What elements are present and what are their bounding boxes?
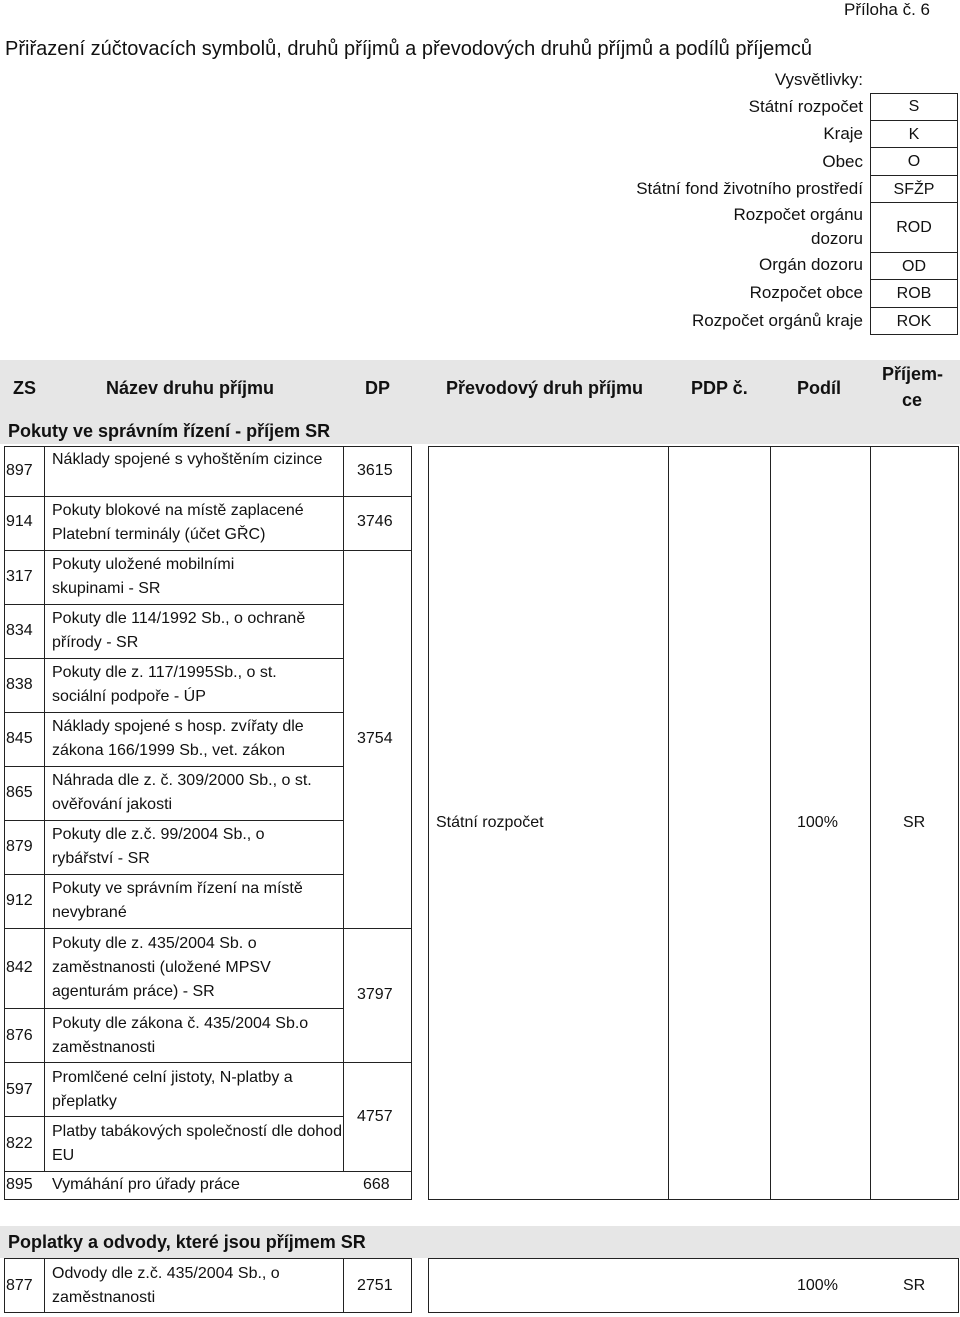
section2-title: Poplatky a odvody, které jsou příjmem SR: [8, 1232, 366, 1252]
legend-label-k: Kraje: [823, 124, 863, 143]
header-transfer: Převodový druh příjmu: [446, 378, 644, 398]
row-name: Promlčené celní jistoty, N-platby a přeplatky: [52, 1069, 293, 1110]
share-value: 100%: [797, 814, 838, 831]
header-share: Podíl: [797, 378, 841, 398]
dp-value: 3797: [357, 986, 393, 1003]
row-name: Platby tabákových společností dle dohod EU: [52, 1123, 342, 1164]
dp-value: 3754: [357, 730, 393, 747]
dp-value: 2751: [357, 1277, 393, 1294]
annex-label: Příloha č. 6: [844, 0, 930, 19]
legend-label-rok: Rozpočet orgánů kraje: [691, 311, 863, 330]
row-zs: 838: [6, 676, 33, 693]
header-name: Název druhu příjmu: [106, 378, 275, 398]
dp-value: 3746: [357, 513, 393, 530]
dp-value: 668: [363, 1176, 390, 1193]
legend-code-rob: ROB: [870, 280, 958, 308]
header-dp: DP: [365, 378, 391, 398]
legend-label-s: Státní rozpočet: [748, 97, 863, 116]
row-name: Náklady spojené s hosp. zvířaty dle zákona 166/1999 Sb., vet. zákon: [52, 718, 304, 759]
row-name: Pokuty ve správním řízení na místě nevybrané: [52, 880, 303, 921]
row-zs: 845: [6, 730, 33, 747]
recipient-value: SR: [903, 814, 926, 831]
legend-code-rod: ROD: [870, 203, 958, 253]
row-zs: 895: [6, 1176, 33, 1193]
row-zs: 865: [6, 784, 33, 801]
legend-label-rob: Rozpočet obce: [749, 283, 863, 302]
dp-value: 3615: [357, 462, 393, 479]
row-zs: 877: [6, 1277, 33, 1294]
legend-code-od: OD: [870, 253, 958, 280]
legend-code-o: O: [870, 148, 958, 176]
row-name: Pokuty dle z.č. 99/2004 Sb., o rybářství - SR: [52, 826, 265, 867]
header-pdp: PDP č.: [691, 378, 748, 398]
row-zs: 876: [6, 1027, 33, 1044]
row-name: Pokuty blokové na místě zaplacené Platební terminály (účet GŘC): [52, 502, 304, 543]
row-name: Náklady spojené s vyhoštěním cizince: [52, 451, 323, 468]
dp-value: 4757: [357, 1108, 393, 1125]
row-zs: 914: [6, 513, 33, 530]
recipient-value: SR: [903, 1277, 926, 1294]
header-recipient-1: Příjem-: [882, 364, 944, 384]
legend-code-k: K: [870, 121, 958, 148]
row-name: Pokuty dle z. 435/2004 Sb. o zaměstnanosti (uložené MPSV agenturám práce) - SR: [52, 935, 271, 1000]
row-zs: 597: [6, 1081, 33, 1098]
row-name: Odvody dle z.č. 435/2004 Sb., o zaměstnanosti: [52, 1265, 280, 1306]
legend-label-o: Obec: [822, 152, 863, 171]
row-name: Náhrada dle z. č. 309/2000 Sb., o st. ověřování jakosti: [52, 772, 312, 813]
row-zs: 317: [6, 568, 33, 585]
row-zs: 842: [6, 959, 33, 976]
row-name: Pokuty dle zákona č. 435/2004 Sb.o zaměstnanosti: [52, 1015, 309, 1056]
row-zs: 834: [6, 622, 33, 639]
share-value: 100%: [797, 1277, 838, 1294]
row-name: Pokuty dle z. 117/1995Sb., o st. sociální podpoře - ÚP: [52, 664, 277, 705]
header-recipient-2: ce: [902, 390, 923, 410]
section1-title: Pokuty ve správním řízení - příjem SR: [8, 421, 331, 441]
row-zs: 822: [6, 1135, 33, 1152]
legend-label-rod: Rozpočet orgánu dozoru: [733, 205, 863, 248]
legend-label-od: Orgán dozoru: [759, 255, 863, 274]
row-name: Pokuty uložené mobilními skupinami - SR: [52, 556, 235, 597]
transfer-value: Státní rozpočet: [436, 814, 544, 831]
legend-label-sfzp: Státní fond životního prostředí: [636, 179, 863, 198]
legend-code-rok: ROK: [870, 308, 958, 335]
legend-code-sfzp: SFŽP: [870, 176, 958, 203]
row-name: Pokuty dle 114/1992 Sb., o ochraně přírody - SR: [52, 610, 306, 651]
row-zs: 912: [6, 892, 33, 909]
row-name: Vymáhání pro úřady práce: [52, 1176, 240, 1193]
document-title: Přiřazení zúčtovacích symbolů, druhů příjmů a převodových druhů příjmů a podílů příjemců: [5, 38, 813, 60]
row-zs: 879: [6, 838, 33, 855]
row-zs: 897: [6, 462, 33, 479]
header-zs: ZS: [13, 378, 37, 398]
legend-heading: Vysvětlivky:: [774, 70, 863, 89]
legend-code-s: S: [870, 93, 958, 121]
